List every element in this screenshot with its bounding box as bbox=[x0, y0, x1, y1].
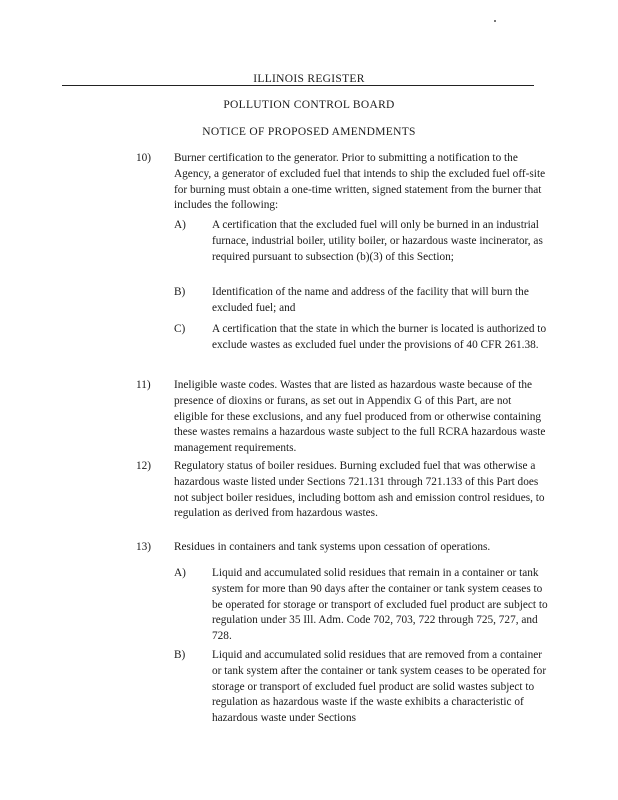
subitem-text: A certification that the excluded fuel will only be burned in an industrial furnace, industrial boiler, utility boiler, or hazardous waste incinerator, as required pursuant to subsection (b)(3) of this Section; bbox=[212, 219, 543, 263]
subitem-number: A) bbox=[174, 219, 186, 231]
notice-title: NOTICE OF PROPOSED AMENDMENTS bbox=[202, 126, 416, 138]
item-number: 12) bbox=[136, 460, 152, 472]
board-title: POLLUTION CONTROL BOARD bbox=[223, 99, 395, 111]
subitem-number: B) bbox=[174, 286, 186, 298]
subitem-text: A certification that the state in which the burner is located is authorized to exclude wastes as excluded fuel under the provisions of 40 CFR 261.38. bbox=[212, 323, 547, 351]
subitem-text: Liquid and accumulated solid residues that remain in a container or tank system for more than 90 days after the container or tank system ceases to be operated for storage or transport of excluded fuel product are subject to regulation under 35 Ill. Adm. Code 702, 703, 722 through 725, 727, and 728. bbox=[212, 567, 548, 643]
item-number: 13) bbox=[136, 541, 152, 553]
register-title: ILLINOIS REGISTER bbox=[253, 73, 365, 85]
item-text: Burner certification to the generator. Prior to submitting a notification to the Agency, a generator of excluded fuel that intends to ship the excluded fuel off-site for burning must obtain a one-time written, signed statement from the burner that includes the following: bbox=[174, 152, 546, 212]
item-text: Regulatory status of boiler residues. Burning excluded fuel that was otherwise a hazardous waste listed under Sections 721.131 through 721.133 of this Part does not subject boiler residues, including bottom ash and emission control residues, to regulation as derived from hazardous wastes. bbox=[174, 460, 545, 520]
scan-speck bbox=[494, 20, 496, 22]
item-number: 10) bbox=[136, 152, 152, 164]
item-text: Ineligible waste codes. Wastes that are listed as hazardous waste because of the presence of dioxins or furans, as set out in Appendix G of this Part, are not eligible for these exclusions, and any fuel produced from or otherwise containing these wastes remains a hazardous waste subject to the full RCRA hazardous waste management requirements. bbox=[174, 379, 546, 455]
subitem-number: B) bbox=[174, 649, 186, 661]
header-rule bbox=[62, 85, 534, 86]
subitem-text: Liquid and accumulated solid residues that are removed from a container or tank system after the container or tank system ceases to be operated for storage or transport of excluded fuel product are solid wastes subject to regulation as hazardous waste if the waste exhibits a characteristic of hazardous waste under Sections bbox=[212, 649, 547, 725]
item-number: 11) bbox=[136, 379, 151, 391]
subitem-number: C) bbox=[174, 323, 186, 335]
item-text: Residues in containers and tank systems upon cessation of operations. bbox=[174, 541, 491, 553]
subitem-number: A) bbox=[174, 567, 186, 579]
subitem-text: Identification of the name and address of the facility that will burn the excluded fuel; and bbox=[212, 286, 529, 314]
